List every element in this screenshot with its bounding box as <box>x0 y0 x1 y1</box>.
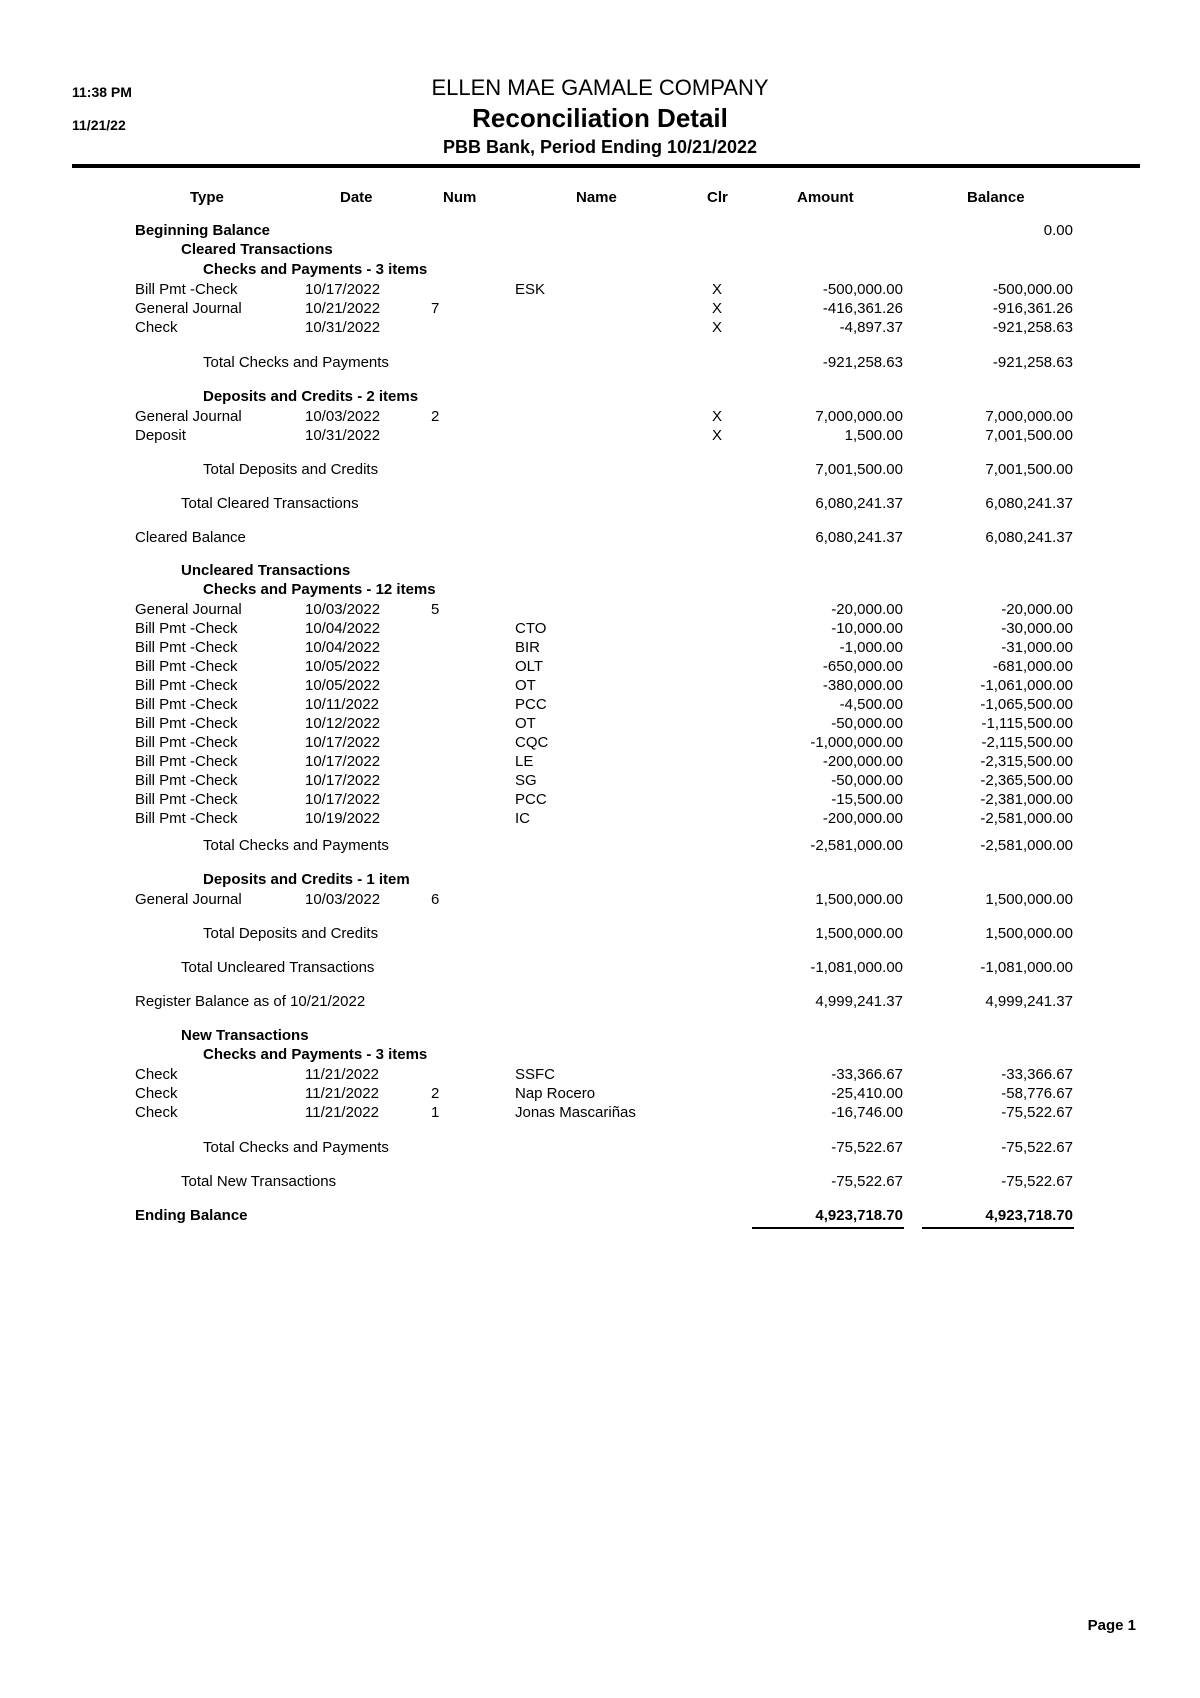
txn-date: 11/21/2022 <box>305 1066 379 1083</box>
txn-date: 10/31/2022 <box>305 427 381 444</box>
txn-num: 6 <box>431 891 440 908</box>
subsection-heading <box>0 387 1200 406</box>
ending-balance-row-balance: 4,923,718.70 <box>985 1207 1073 1224</box>
txn-cleared-mark: X <box>712 408 723 425</box>
txn-date: 10/05/2022 <box>305 658 381 675</box>
txn-type: General Journal <box>135 601 242 618</box>
txn-type: General Journal <box>135 408 242 425</box>
txn-type: Bill Pmt -Check <box>135 772 238 789</box>
txn-name: BIR <box>515 639 541 656</box>
txn-type: Bill Pmt -Check <box>135 791 238 808</box>
txn-balance: -31,000.00 <box>1001 639 1073 656</box>
txn-balance: -1,065,500.00 <box>980 696 1073 713</box>
report-time: 11:38 PM <box>72 84 132 100</box>
transaction-row <box>0 280 1200 299</box>
register-balance-row-balance: 4,999,241.37 <box>985 993 1073 1010</box>
txn-amount: -50,000.00 <box>831 715 903 732</box>
txn-amount: 1,500.00 <box>844 427 903 444</box>
transaction-row <box>0 318 1200 337</box>
total-row <box>0 958 1200 977</box>
txn-amount: -380,000.00 <box>822 677 903 694</box>
txn-type: Check <box>135 1066 178 1083</box>
subsection-heading <box>0 580 1200 599</box>
subtotal-row-label: Total Checks and Payments <box>203 1139 389 1156</box>
register-balance-row <box>0 992 1200 1011</box>
txn-date: 10/12/2022 <box>305 715 381 732</box>
transaction-row <box>0 790 1200 809</box>
subsection-heading-label: Deposits and Credits - 1 item <box>203 871 410 888</box>
txn-amount: -15,500.00 <box>831 791 903 808</box>
transaction-row <box>0 1084 1200 1103</box>
transaction-row <box>0 600 1200 619</box>
subtotal-row <box>0 1138 1200 1157</box>
beginning-balance-label: Beginning Balance <box>135 222 271 239</box>
txn-type: Bill Pmt -Check <box>135 810 238 827</box>
subtotal-row <box>0 924 1200 943</box>
cleared-balance-row <box>0 528 1200 547</box>
subtotal-row-label: Total Checks and Payments <box>203 354 389 371</box>
txn-num: 5 <box>431 601 440 618</box>
txn-balance: -681,000.00 <box>992 658 1073 675</box>
section-heading <box>0 1026 1200 1045</box>
txn-type: Bill Pmt -Check <box>135 281 238 298</box>
col-num-header: Num <box>443 189 477 206</box>
transaction-row <box>0 714 1200 733</box>
txn-num: 7 <box>431 300 440 317</box>
txn-name: Jonas Mascariñas <box>515 1104 636 1121</box>
txn-amount: -10,000.00 <box>831 620 903 637</box>
txn-name: ESK <box>515 281 546 298</box>
txn-balance: -2,381,000.00 <box>980 791 1073 808</box>
total-row-amount: 6,080,241.37 <box>815 495 903 512</box>
txn-cleared-mark: X <box>712 281 723 298</box>
section-heading <box>0 240 1200 259</box>
txn-balance: -916,361.26 <box>992 300 1073 317</box>
subsection-heading <box>0 870 1200 889</box>
txn-type: Bill Pmt -Check <box>135 677 238 694</box>
txn-type: General Journal <box>135 891 242 908</box>
txn-amount: -1,000,000.00 <box>810 734 903 751</box>
txn-date: 10/11/2022 <box>305 696 379 713</box>
total-row <box>0 494 1200 513</box>
ending-balance-row <box>0 1206 1200 1225</box>
txn-type: Bill Pmt -Check <box>135 639 238 656</box>
txn-balance: -500,000.00 <box>992 281 1073 298</box>
txn-cleared-mark: X <box>712 300 723 317</box>
section-heading <box>0 561 1200 580</box>
txn-date: 10/31/2022 <box>305 319 381 336</box>
cleared-balance-row-amount: 6,080,241.37 <box>815 529 903 546</box>
transaction-row <box>0 638 1200 657</box>
total-row-label: Total Uncleared Transactions <box>181 959 375 976</box>
section-heading-label: Uncleared Transactions <box>181 562 351 579</box>
txn-name: SSFC <box>515 1066 556 1083</box>
total-row-label: Total New Transactions <box>181 1173 337 1190</box>
total-row-label: Total Cleared Transactions <box>181 495 359 512</box>
subtotal-row-balance: -921,258.63 <box>992 354 1073 371</box>
amount-double-underline <box>752 1227 904 1229</box>
txn-amount: -25,410.00 <box>831 1085 903 1102</box>
txn-name: CTO <box>515 620 547 637</box>
txn-balance: -1,115,500.00 <box>981 715 1073 732</box>
txn-name: PCC <box>515 696 547 713</box>
txn-balance: -75,522.67 <box>1001 1104 1073 1121</box>
report-title: Reconciliation Detail <box>472 103 728 133</box>
balance-double-underline <box>922 1227 1074 1229</box>
txn-balance: -20,000.00 <box>1001 601 1073 618</box>
subtotal-row <box>0 460 1200 479</box>
transaction-row <box>0 619 1200 638</box>
txn-type: Bill Pmt -Check <box>135 658 238 675</box>
cleared-balance-row-label: Cleared Balance <box>135 529 246 546</box>
txn-amount: -416,361.26 <box>822 300 903 317</box>
transaction-row <box>0 733 1200 752</box>
txn-amount: -200,000.00 <box>822 810 903 827</box>
subtotal-row-amount: -75,522.67 <box>831 1139 903 1156</box>
txn-amount: -500,000.00 <box>822 281 903 298</box>
transaction-row <box>0 676 1200 695</box>
report-date: 11/21/22 <box>72 117 126 133</box>
subtotal-row-label: Total Deposits and Credits <box>203 461 379 478</box>
txn-balance: -58,776.67 <box>1001 1085 1073 1102</box>
txn-amount: 7,000,000.00 <box>815 408 903 425</box>
txn-amount: -4,500.00 <box>839 696 903 713</box>
txn-num: 2 <box>431 408 440 425</box>
txn-name: OT <box>515 715 536 732</box>
transaction-row <box>0 407 1200 426</box>
ending-balance-row-label: Ending Balance <box>135 1207 248 1224</box>
subsection-heading-label: Checks and Payments - 12 items <box>203 581 436 598</box>
txn-name: Nap Rocero <box>515 1085 596 1102</box>
txn-date: 10/21/2022 <box>305 300 381 317</box>
txn-balance: -2,115,500.00 <box>981 734 1073 751</box>
col-amount-header: Amount <box>797 189 854 206</box>
page-number: Page 1 <box>1087 1617 1136 1634</box>
subsection-heading <box>0 1045 1200 1064</box>
txn-type: Check <box>135 319 178 336</box>
txn-name: IC <box>515 810 530 827</box>
txn-amount: 1,500,000.00 <box>815 891 903 908</box>
txn-name: OLT <box>515 658 544 675</box>
subtotal-row <box>0 836 1200 855</box>
txn-balance: 1,500,000.00 <box>985 891 1073 908</box>
txn-date: 10/04/2022 <box>305 620 381 637</box>
txn-amount: -50,000.00 <box>831 772 903 789</box>
subtotal-row-amount: 1,500,000.00 <box>815 925 903 942</box>
subtotal-row-amount: -921,258.63 <box>822 354 903 371</box>
transaction-row <box>0 809 1200 828</box>
txn-balance: -30,000.00 <box>1001 620 1073 637</box>
transaction-row <box>0 1065 1200 1084</box>
subtotal-row-balance: 1,500,000.00 <box>985 925 1073 942</box>
total-row-balance: 6,080,241.37 <box>985 495 1073 512</box>
subtotal-row-balance: -2,581,000.00 <box>980 837 1073 854</box>
subtotal-row-balance: -75,522.67 <box>1001 1139 1073 1156</box>
txn-balance: -33,366.67 <box>1001 1066 1073 1083</box>
txn-balance: -2,581,000.00 <box>980 810 1073 827</box>
txn-name: OT <box>515 677 536 694</box>
col-type-header: Type <box>190 189 224 206</box>
txn-date: 11/21/2022 <box>305 1104 379 1121</box>
total-row <box>0 1172 1200 1191</box>
txn-num: 2 <box>431 1085 440 1102</box>
subsection-heading-label: Checks and Payments - 3 items <box>203 1046 428 1063</box>
txn-balance: 7,000,000.00 <box>985 408 1073 425</box>
txn-balance: 7,001,500.00 <box>985 427 1073 444</box>
txn-cleared-mark: X <box>712 319 723 336</box>
ending-balance-row-amount: 4,923,718.70 <box>815 1207 903 1224</box>
transaction-row <box>0 890 1200 909</box>
txn-type: Bill Pmt -Check <box>135 696 238 713</box>
section-heading-label: Cleared Transactions <box>181 241 333 258</box>
txn-date: 11/21/2022 <box>305 1085 379 1102</box>
company-name: ELLEN MAE GAMALE COMPANY <box>431 75 769 100</box>
txn-amount: -200,000.00 <box>822 753 903 770</box>
txn-date: 10/17/2022 <box>305 753 381 770</box>
register-balance-row-label: Register Balance as of 10/21/2022 <box>135 993 366 1010</box>
total-row-balance: -75,522.67 <box>1001 1173 1073 1190</box>
txn-date: 10/03/2022 <box>305 891 381 908</box>
total-row-balance: -1,081,000.00 <box>980 959 1073 976</box>
report-subtitle: PBB Bank, Period Ending 10/21/2022 <box>442 137 758 157</box>
txn-date: 10/17/2022 <box>305 281 381 298</box>
txn-balance: -2,365,500.00 <box>980 772 1073 789</box>
txn-date: 10/04/2022 <box>305 639 381 656</box>
txn-type: Check <box>135 1085 178 1102</box>
subsection-heading-label: Checks and Payments - 3 items <box>203 261 428 278</box>
txn-date: 10/05/2022 <box>305 677 381 694</box>
transaction-row <box>0 657 1200 676</box>
txn-date: 10/19/2022 <box>305 810 381 827</box>
subtotal-row-amount: 7,001,500.00 <box>815 461 903 478</box>
txn-type: Bill Pmt -Check <box>135 734 238 751</box>
subtotal-row-label: Total Deposits and Credits <box>203 925 379 942</box>
subsection-heading-label: Deposits and Credits - 2 items <box>203 388 419 405</box>
txn-balance: -1,061,000.00 <box>980 677 1073 694</box>
txn-cleared-mark: X <box>712 427 723 444</box>
transaction-row <box>0 752 1200 771</box>
txn-type: Bill Pmt -Check <box>135 753 238 770</box>
txn-amount: -20,000.00 <box>831 601 903 618</box>
register-balance-row-amount: 4,999,241.37 <box>815 993 903 1010</box>
txn-amount: -4,897.37 <box>839 319 903 336</box>
txn-balance: -921,258.63 <box>992 319 1073 336</box>
beginning-balance <box>0 221 1200 240</box>
col-date-header: Date <box>340 189 373 206</box>
txn-type: Deposit <box>135 427 186 444</box>
txn-date: 10/03/2022 <box>305 408 381 425</box>
txn-amount: -1,000.00 <box>839 639 903 656</box>
section-heading-label: New Transactions <box>181 1027 309 1044</box>
txn-type: Bill Pmt -Check <box>135 715 238 732</box>
txn-name: PCC <box>515 791 547 808</box>
txn-num: 1 <box>431 1104 440 1121</box>
transaction-row <box>0 426 1200 445</box>
txn-type: Bill Pmt -Check <box>135 620 238 637</box>
total-row-amount: -75,522.67 <box>831 1173 903 1190</box>
transaction-row <box>0 1103 1200 1122</box>
txn-date: 10/17/2022 <box>305 772 381 789</box>
col-balance-header: Balance <box>967 189 1025 206</box>
transaction-row <box>0 695 1200 714</box>
txn-name: CQC <box>515 734 549 751</box>
txn-name: LE <box>515 753 534 770</box>
txn-amount: -33,366.67 <box>831 1066 903 1083</box>
transaction-row <box>0 771 1200 790</box>
total-row-amount: -1,081,000.00 <box>810 959 903 976</box>
subtotal-row-balance: 7,001,500.00 <box>985 461 1073 478</box>
txn-date: 10/17/2022 <box>305 734 381 751</box>
txn-date: 10/17/2022 <box>305 791 381 808</box>
beginning-balance-balance: 0.00 <box>1043 222 1073 239</box>
header-rule <box>72 164 1140 168</box>
col-name-header: Name <box>576 189 617 206</box>
txn-amount: -16,746.00 <box>831 1104 903 1121</box>
col-clr-header: Clr <box>707 189 728 206</box>
transaction-row <box>0 299 1200 318</box>
cleared-balance-row-balance: 6,080,241.37 <box>985 529 1073 546</box>
txn-date: 10/03/2022 <box>305 601 381 618</box>
txn-amount: -650,000.00 <box>822 658 903 675</box>
subsection-heading <box>0 260 1200 279</box>
txn-name: SG <box>515 772 537 789</box>
txn-type: General Journal <box>135 300 242 317</box>
subtotal-row-label: Total Checks and Payments <box>203 837 389 854</box>
txn-balance: -2,315,500.00 <box>980 753 1073 770</box>
subtotal-row <box>0 353 1200 372</box>
txn-type: Check <box>135 1104 178 1121</box>
subtotal-row-amount: -2,581,000.00 <box>810 837 903 854</box>
